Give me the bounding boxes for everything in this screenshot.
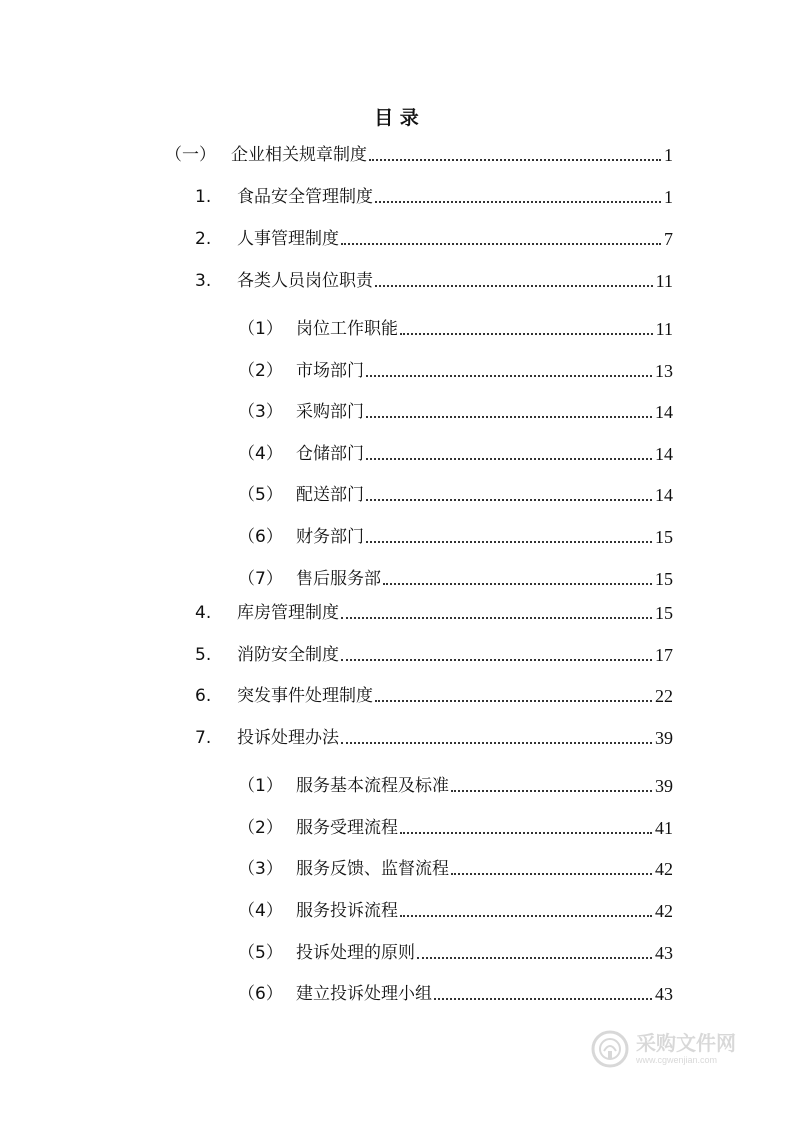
toc-subentry[interactable] <box>238 522 673 548</box>
watermark <box>590 1026 760 1072</box>
toc-text: 消防安全制度 <box>237 645 339 665</box>
toc-leader <box>434 998 652 1000</box>
toc-entry[interactable] <box>165 140 673 166</box>
toc-leader <box>400 915 652 917</box>
toc-text: 服务基本流程及标准 <box>296 776 449 796</box>
toc-subentry[interactable] <box>238 356 673 382</box>
toc-leader <box>366 458 652 460</box>
toc-number: 3. <box>195 271 212 291</box>
toc-leader <box>366 375 652 377</box>
toc-text: 服务反馈、监督流程 <box>296 859 449 879</box>
toc-text: 突发事件处理制度 <box>237 686 373 706</box>
toc-entry[interactable] <box>195 182 673 208</box>
toc-entry[interactable] <box>195 224 673 250</box>
toc-number: 1. <box>195 187 212 207</box>
toc-leader <box>341 243 661 245</box>
toc-text: 食品安全管理制度 <box>237 187 373 207</box>
toc-subentry[interactable] <box>238 896 673 922</box>
toc-number: （4） <box>238 901 283 921</box>
toc-number: （2） <box>238 361 283 381</box>
toc-page-number: 15 <box>655 569 673 589</box>
page-title: 目 录 <box>374 107 419 129</box>
toc-page-number: 43 <box>655 943 673 963</box>
toc-leader <box>451 790 652 792</box>
toc-entry[interactable] <box>195 681 673 707</box>
toc-number: 5. <box>195 645 212 665</box>
toc-number: （6） <box>238 984 283 1004</box>
toc-page-number: 11 <box>655 271 673 291</box>
watermark-url: www.cgwenjian.com <box>636 1055 718 1065</box>
toc-number: （2） <box>238 818 283 838</box>
toc-leader <box>375 285 653 287</box>
toc-text: 库房管理制度 <box>237 603 339 623</box>
toc-number: （7） <box>238 569 283 589</box>
toc-text: 建立投诉处理小组 <box>296 984 432 1004</box>
toc-page-number: 15 <box>655 603 673 623</box>
toc-page-number: 39 <box>655 728 673 748</box>
toc-text: 投诉处理办法 <box>237 728 339 748</box>
toc-text: 各类人员岗位职责 <box>237 271 373 291</box>
toc-number: （3） <box>238 859 283 879</box>
toc-text: 售后服务部 <box>296 569 381 589</box>
toc-text: 采购部门 <box>296 402 364 422</box>
toc-number: 7. <box>195 728 212 748</box>
toc-subentry[interactable] <box>238 771 673 797</box>
toc-number: 6. <box>195 686 212 706</box>
toc-leader <box>369 159 661 161</box>
toc-leader <box>400 333 653 335</box>
toc-entry[interactable] <box>195 723 673 749</box>
toc-number: （1） <box>238 319 283 339</box>
toc-entry[interactable] <box>195 266 673 292</box>
toc-subentry[interactable] <box>238 938 673 964</box>
toc-subentry[interactable] <box>238 314 673 340</box>
toc-number: 4. <box>195 603 212 623</box>
toc-text: 人事管理制度 <box>237 229 339 249</box>
toc-entry[interactable] <box>195 640 673 666</box>
toc-page-number: 41 <box>655 818 673 838</box>
watermark-logo-icon <box>590 1029 630 1069</box>
toc-page-number: 14 <box>655 402 673 422</box>
toc-text: 市场部门 <box>296 361 364 381</box>
toc-leader <box>366 499 652 501</box>
toc-leader <box>366 541 652 543</box>
toc-number: 2. <box>195 229 212 249</box>
toc-page-number: 13 <box>655 361 673 381</box>
toc-number: （5） <box>238 485 283 505</box>
toc-subentry[interactable] <box>238 813 673 839</box>
toc-text: 配送部门 <box>296 485 364 505</box>
toc-leader <box>400 832 652 834</box>
toc-number: （5） <box>238 943 283 963</box>
toc-subentry[interactable] <box>238 480 673 506</box>
toc-subentry[interactable] <box>238 979 673 1005</box>
toc-text: 财务部门 <box>296 527 364 547</box>
toc-number: （1） <box>238 776 283 796</box>
toc-leader <box>375 201 661 203</box>
toc-page-number: 43 <box>655 984 673 1004</box>
toc-leader <box>375 700 652 702</box>
watermark-site-name: 采购文件网 <box>636 1031 736 1055</box>
toc-leader <box>366 416 652 418</box>
toc-page-number: 14 <box>655 444 673 464</box>
toc-number: （4） <box>238 444 283 464</box>
toc-subentry[interactable] <box>238 854 673 880</box>
toc-page-number: 39 <box>655 776 673 796</box>
toc-subentry[interactable] <box>238 439 673 465</box>
toc-page-number: 17 <box>655 645 673 665</box>
toc-number: （一） <box>165 145 216 165</box>
toc-leader <box>341 659 652 661</box>
toc-number: （6） <box>238 527 283 547</box>
toc-page-number: 22 <box>655 686 673 706</box>
toc-text: 企业相关规章制度 <box>231 145 367 165</box>
toc-text: 岗位工作职能 <box>296 319 398 339</box>
toc-text: 仓储部门 <box>296 444 364 464</box>
toc-page-number: 15 <box>655 527 673 547</box>
toc-leader <box>383 583 652 585</box>
toc-number: （3） <box>238 402 283 422</box>
toc-subentry[interactable] <box>238 564 673 590</box>
toc-text: 服务投诉流程 <box>296 901 398 921</box>
toc-page-number: 11 <box>655 319 673 339</box>
toc-page-number: 1 <box>664 187 673 207</box>
toc-entry[interactable] <box>195 598 673 624</box>
toc-subentry[interactable] <box>238 397 673 423</box>
toc-text: 服务受理流程 <box>296 818 398 838</box>
toc-leader <box>341 742 652 744</box>
toc-leader <box>417 957 652 959</box>
toc-text: 投诉处理的原则 <box>296 943 415 963</box>
toc-page-number: 14 <box>655 485 673 505</box>
toc-page-number: 42 <box>655 859 673 879</box>
toc-page-number: 7 <box>664 229 673 249</box>
toc-page-number: 1 <box>664 145 673 165</box>
toc-page-number: 42 <box>655 901 673 921</box>
toc-leader <box>341 617 652 619</box>
toc-leader <box>451 873 652 875</box>
